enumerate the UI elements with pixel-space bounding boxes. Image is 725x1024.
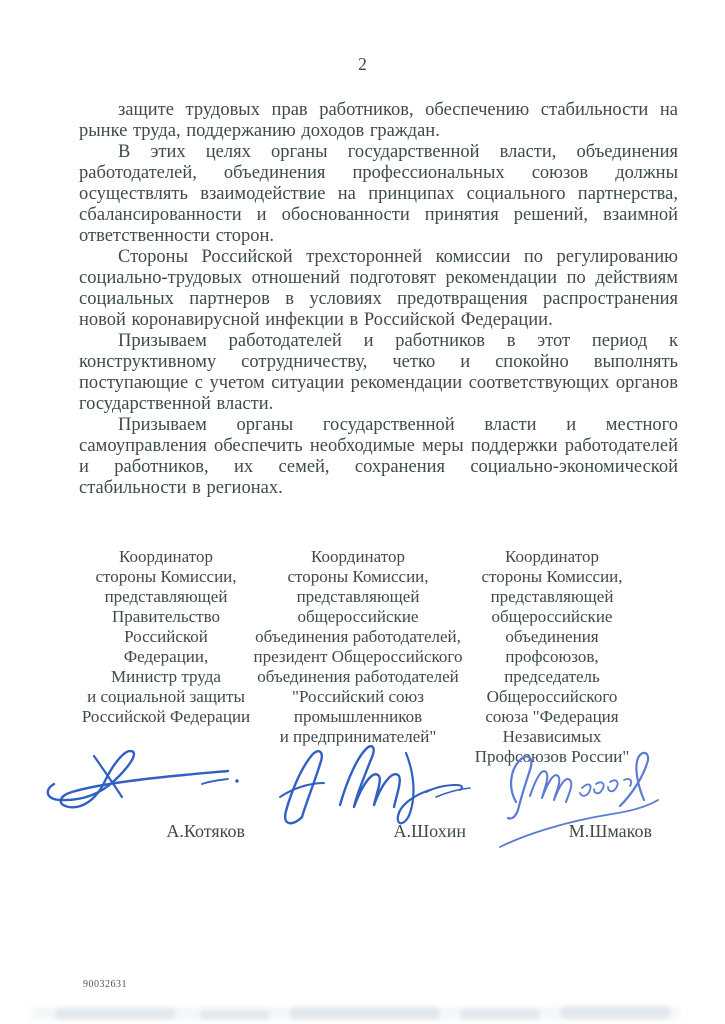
signer-role-government: [68, 547, 264, 727]
role-line: представляющей: [490, 587, 614, 606]
role-line: общероссийские: [297, 607, 419, 626]
role-line: Правительство: [111, 607, 221, 626]
role-line: Федерации,: [123, 647, 209, 666]
paragraph: Призываем работодателей и работников в этот период к конструктивному сотрудничеству, четко и спокойно выполнять поступающие с учетом ситуации рекомендации соответствующих органов государственной власти.: [79, 331, 678, 414]
paragraph: В этих целях органы государственной власти, объединения работодателей, объединения профессиональных союзов должны осуществлять взаимодействие на принципах социального партнерства, сбалансированности и обоснованности принятия решений, взаимной ответственности сторон.: [79, 142, 678, 246]
signature-shokhin-ink: [278, 745, 473, 830]
role-line: объединения работодателей: [257, 667, 459, 686]
role-line: объединения работодателей,: [255, 627, 461, 646]
role-line: представляющей: [104, 587, 228, 606]
role-line: Профсоюзов России": [474, 747, 630, 766]
role-line: стороны Комиссии,: [287, 567, 429, 586]
signer-name-shokhin: А.Шохин: [393, 821, 466, 841]
role-line: Общероссийского: [486, 687, 618, 706]
scan-bleed-artifact: [0, 1000, 725, 1024]
paragraph: Стороны Российской трехсторонней комиссии по регулированию социально-трудовых отношений подготовят рекомендации по действиям социальных партнеров в условиях предотвращения распространения новой коронавирусной инфекции в Российской Федерации.: [79, 247, 678, 330]
role-line: стороны Комиссии,: [95, 567, 237, 586]
role-line: Министр труда: [111, 667, 221, 686]
document-body: [79, 100, 678, 499]
role-line: союза "Федерация: [485, 707, 619, 726]
role-line: президент Общероссийского: [253, 647, 463, 666]
role-line: общероссийские: [491, 607, 613, 626]
paragraph: защите трудовых прав работников, обеспечению стабильности на рынке труда, поддержанию доходов граждан.: [79, 100, 678, 141]
role-line: и предпринимателей": [279, 727, 437, 746]
page-number: 2: [358, 54, 367, 74]
role-line: Независимых: [502, 727, 602, 746]
role-line: "Российский союз: [292, 687, 424, 706]
role-line: промышленников: [293, 707, 423, 726]
signer-name-shmakov: М.Шмаков: [568, 821, 652, 841]
role-line: профсоюзов,: [505, 647, 599, 666]
role-line: представляющей: [296, 587, 420, 606]
role-line: Координатор: [119, 547, 213, 566]
role-line: председатель: [504, 667, 600, 686]
signature-kotyakov-ink: [42, 750, 257, 812]
role-line: Российской Федерации: [81, 707, 251, 726]
signer-role-unions: [474, 547, 630, 767]
role-line: и социальной защиты: [87, 687, 245, 706]
signer-name-kotyakov: А.Котяков: [166, 821, 245, 841]
signer-role-employers: [248, 547, 468, 747]
document-code: 90032631: [83, 979, 127, 990]
role-line: Российской: [124, 627, 208, 646]
role-line: Координатор: [311, 547, 405, 566]
role-line: Координатор: [505, 547, 599, 566]
role-line: объединения: [505, 627, 599, 646]
paragraph: Призываем органы государственной власти и местного самоуправления обеспечить необходимые меры поддержки работодателей и работников, их семей, сохранения социально-экономической стабильности в регионах.: [79, 415, 678, 498]
role-line: стороны Комиссии,: [481, 567, 623, 586]
